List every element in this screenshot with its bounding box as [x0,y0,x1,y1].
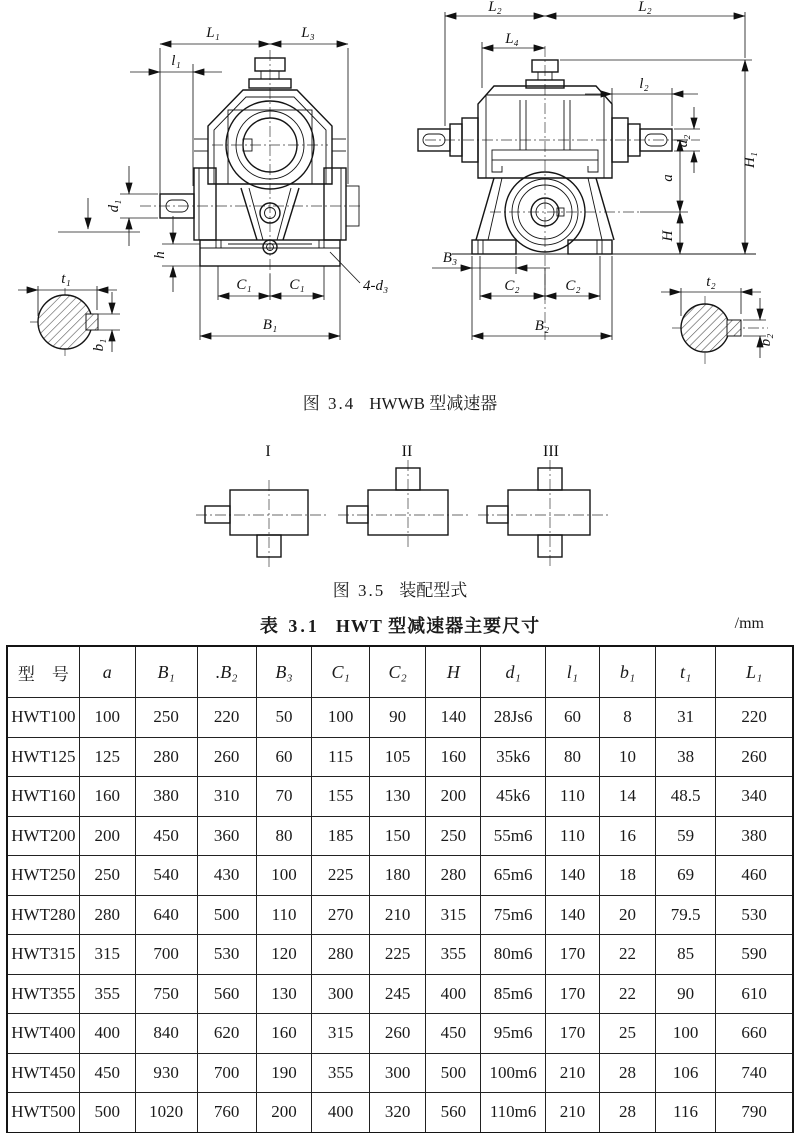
value-cell: 60 [256,737,312,777]
value-cell: 160 [256,1014,312,1054]
value-cell: 280 [426,856,481,896]
figure-3-5-caption [0,576,800,601]
value-cell: 530 [716,895,793,935]
value-cell: 190 [256,1053,312,1093]
dim-B3: B₃ [442,250,458,266]
value-cell: 400 [426,974,481,1014]
value-cell: 840 [135,1014,197,1054]
dim-H: H [660,230,676,242]
variant-2-label: II [401,443,413,460]
value-cell: 100 [312,698,369,738]
value-cell: 450 [426,1014,481,1054]
value-cell: 22 [600,974,656,1014]
table-number: 表 3.1 [259,616,320,636]
value-cell: 185 [312,816,369,856]
value-cell: 14 [600,777,656,817]
value-cell: 170 [545,1014,599,1054]
value-cell: 430 [197,856,256,896]
column-header: L₁ [716,646,793,698]
value-cell: 140 [545,856,599,896]
value-cell: 20 [600,895,656,935]
value-cell: 210 [545,1093,599,1134]
value-cell: 355 [312,1053,369,1093]
value-cell: 16 [600,816,656,856]
value-cell: 220 [716,698,793,738]
dim-L2-left: L₂ [488,0,502,15]
column-header: H [426,646,481,698]
value-cell: 10 [600,737,656,777]
value-cell: 120 [256,935,312,975]
value-cell: 170 [545,935,599,975]
value-cell: 760 [197,1093,256,1134]
value-cell: 95m6 [481,1014,545,1054]
value-cell: 80 [256,816,312,856]
table-row [7,777,793,817]
value-cell: 130 [256,974,312,1014]
value-cell: 140 [545,895,599,935]
dim-C1-right: C₁ [289,277,305,293]
value-cell: 35k6 [481,737,545,777]
value-cell: 210 [369,895,426,935]
column-header: C₁ [312,646,369,698]
value-cell: 540 [135,856,197,896]
assembly-variant-3 [478,443,608,568]
value-cell: 450 [79,1053,135,1093]
value-cell: 790 [716,1093,793,1134]
figure-3-4-number: 图 3.4 [302,394,356,413]
value-cell: 300 [312,974,369,1014]
value-cell: 110 [545,816,599,856]
value-cell: 355 [426,935,481,975]
value-cell: 105 [369,737,426,777]
value-cell: 22 [600,935,656,975]
figure-3-5-number: 图 3.5 [332,581,386,600]
value-cell: 170 [545,974,599,1014]
table-body [7,698,793,1134]
value-cell: 740 [716,1053,793,1093]
value-cell: 260 [197,737,256,777]
table-header-row [7,646,793,698]
value-cell: 225 [312,856,369,896]
value-cell: 100 [655,1014,716,1054]
value-cell: 48.5 [655,777,716,817]
value-cell: 315 [79,935,135,975]
value-cell: 750 [135,974,197,1014]
value-cell: 460 [716,856,793,896]
value-cell: 210 [545,1053,599,1093]
model-cell: HWT125 [7,737,79,777]
value-cell: 280 [79,895,135,935]
dim-C2-right: C₂ [565,278,581,294]
value-cell: 310 [197,777,256,817]
value-cell: 75m6 [481,895,545,935]
value-cell: 930 [135,1053,197,1093]
value-cell: 85m6 [481,974,545,1014]
value-cell: 200 [79,816,135,856]
dim-L3: L₃ [301,25,315,41]
value-cell: 150 [369,816,426,856]
column-header: t₁ [655,646,716,698]
variant-1-label: I [265,443,271,460]
value-cell: 38 [655,737,716,777]
value-cell: 125 [79,737,135,777]
value-cell: 225 [369,935,426,975]
value-cell: 90 [369,698,426,738]
value-cell: 110 [256,895,312,935]
value-cell: 8 [600,698,656,738]
value-cell: 200 [426,777,481,817]
value-cell: 360 [197,816,256,856]
assembly-variant-1 [196,443,326,568]
dim-H1: H₁ [742,151,758,169]
dim-h: h [152,251,168,259]
dim-t2: t₂ [706,274,716,290]
dim-C1-left: C₁ [236,277,252,293]
table-row [7,1053,793,1093]
figure-3-4-title: HWWB 型减速器 [369,394,498,413]
value-cell: 500 [197,895,256,935]
figure-3-5-drawing [0,438,800,578]
value-cell: 85 [655,935,716,975]
value-cell: 270 [312,895,369,935]
value-cell: 500 [79,1093,135,1134]
value-cell: 560 [197,974,256,1014]
value-cell: 70 [256,777,312,817]
column-header: d₁ [481,646,545,698]
value-cell: 380 [716,816,793,856]
column-header: C₂ [369,646,426,698]
figure-3-5-title: 装配型式 [399,581,468,600]
output-shaft-section [661,274,774,358]
value-cell: 315 [312,1014,369,1054]
value-cell: 700 [197,1053,256,1093]
dim-4-d3: 4-d₃ [363,278,389,294]
value-cell: 140 [426,698,481,738]
table-row [7,816,793,856]
value-cell: 380 [135,777,197,817]
table-title-row [0,612,800,640]
value-cell: 280 [135,737,197,777]
value-cell: 250 [135,698,197,738]
dim-C2-left: C₂ [504,278,520,294]
value-cell: 1020 [135,1093,197,1134]
value-cell: 400 [79,1014,135,1054]
model-cell: HWT500 [7,1093,79,1134]
table-row [7,698,793,738]
table-row [7,895,793,935]
value-cell: 116 [655,1093,716,1134]
model-cell: HWT250 [7,856,79,896]
value-cell: 28 [600,1053,656,1093]
value-cell: 610 [716,974,793,1014]
model-cell: HWT160 [7,777,79,817]
value-cell: 315 [426,895,481,935]
model-cell: HWT200 [7,816,79,856]
value-cell: 180 [369,856,426,896]
table-row [7,1014,793,1054]
model-cell: HWT400 [7,1014,79,1054]
model-cell: HWT450 [7,1053,79,1093]
value-cell: 500 [426,1053,481,1093]
column-header: a [79,646,135,698]
value-cell: 560 [426,1093,481,1134]
input-shaft-section [18,271,120,352]
table-row [7,737,793,777]
value-cell: 250 [79,856,135,896]
value-cell: 660 [716,1014,793,1054]
dim-l2: l₂ [639,76,649,92]
value-cell: 18 [600,856,656,896]
value-cell: 530 [197,935,256,975]
dim-L1: L₁ [206,25,220,41]
table-row [7,856,793,896]
dim-B2: B₂ [534,318,550,334]
table-title: HWT 型减速器主要尺寸 [335,616,541,636]
value-cell: 155 [312,777,369,817]
value-cell: 60 [545,698,599,738]
value-cell: 110 [545,777,599,817]
value-cell: 245 [369,974,426,1014]
column-header: l₁ [545,646,599,698]
value-cell: 260 [369,1014,426,1054]
value-cell: 250 [426,816,481,856]
column-header: B₁ [135,646,197,698]
value-cell: 115 [312,737,369,777]
value-cell: 200 [256,1093,312,1134]
dim-d2: d₂ [675,134,691,148]
value-cell: 450 [135,816,197,856]
model-cell: HWT355 [7,974,79,1014]
value-cell: 620 [197,1014,256,1054]
model-cell: HWT100 [7,698,79,738]
value-cell: 590 [716,935,793,975]
figure-3-4-caption [0,389,800,414]
model-cell: HWT280 [7,895,79,935]
value-cell: 110m6 [481,1093,545,1134]
variant-3-label: III [543,443,559,460]
value-cell: 640 [135,895,197,935]
value-cell: 355 [79,974,135,1014]
value-cell: 260 [716,737,793,777]
value-cell: 50 [256,698,312,738]
table-row [7,974,793,1014]
value-cell: 100 [79,698,135,738]
value-cell: 55m6 [481,816,545,856]
dim-B1: B₁ [262,317,278,333]
dim-a: a [660,174,676,182]
column-header: b₁ [600,646,656,698]
value-cell: 28 [600,1093,656,1134]
value-cell: 69 [655,856,716,896]
assembly-variant-2 [338,443,468,548]
value-cell: 28Js6 [481,698,545,738]
dim-b1: b₁ [91,338,107,352]
value-cell: 80 [545,737,599,777]
dim-l1: l₁ [171,53,181,69]
column-header: .B₂ [197,646,256,698]
value-cell: 300 [369,1053,426,1093]
value-cell: 280 [312,935,369,975]
value-cell: 80m6 [481,935,545,975]
value-cell: 100m6 [481,1053,545,1093]
table-unit: /mm [734,615,764,632]
value-cell: 130 [369,777,426,817]
table-row [7,1093,793,1134]
value-cell: 90 [655,974,716,1014]
value-cell: 220 [197,698,256,738]
value-cell: 320 [369,1093,426,1134]
value-cell: 25 [600,1014,656,1054]
column-header: B₃ [256,646,312,698]
value-cell: 45k6 [481,777,545,817]
value-cell: 340 [716,777,793,817]
model-cell: HWT315 [7,935,79,975]
table-row [7,935,793,975]
value-cell: 106 [655,1053,716,1093]
figure-3-4-drawing [0,0,800,382]
value-cell: 59 [655,816,716,856]
dim-t1: t₁ [61,271,71,287]
value-cell: 31 [655,698,716,738]
dim-d1: d₁ [106,199,122,213]
dim-L4: L₄ [505,31,519,47]
dim-L2-right: L₂ [638,0,652,15]
value-cell: 79.5 [655,895,716,935]
column-header: 型 号 [7,646,79,698]
value-cell: 160 [426,737,481,777]
dim-b2: b₂ [758,333,774,347]
dimensions-table [6,645,794,1135]
value-cell: 160 [79,777,135,817]
value-cell: 100 [256,856,312,896]
value-cell: 65m6 [481,856,545,896]
value-cell: 400 [312,1093,369,1134]
value-cell: 700 [135,935,197,975]
